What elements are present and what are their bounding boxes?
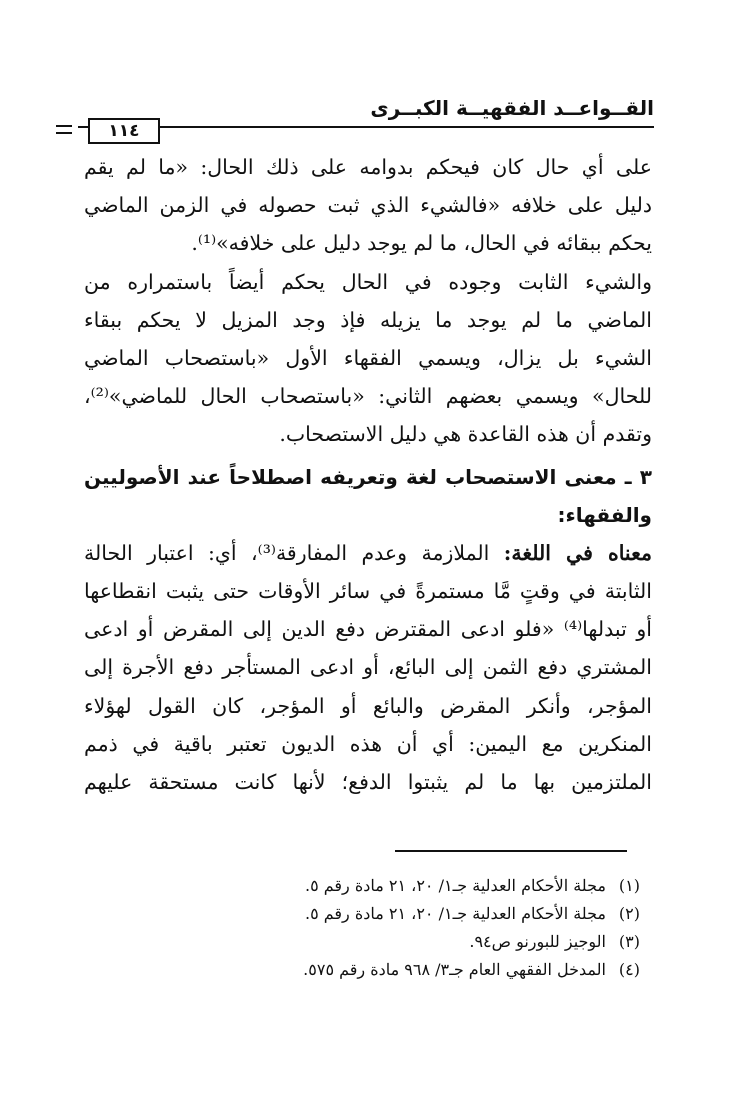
footnote xyxy=(200,928,640,956)
footnote-marker: (٢) xyxy=(618,904,640,923)
footnotes xyxy=(200,872,640,984)
text-line: الملتزمين بها ما لم يثبتوا الدفع؛ لأنها كانت مستحقة عليهم xyxy=(84,770,652,794)
footnote xyxy=(200,900,640,928)
definition-line xyxy=(84,534,652,572)
header-rule xyxy=(78,126,654,128)
section-heading: ٣ ـ معنى الاستصحاب لغة وتعريفه اصطلاحاً عند الأصوليين xyxy=(84,464,652,489)
footnote-marker: (٤) xyxy=(618,960,640,979)
main-text xyxy=(84,148,652,794)
runin-text: الملازمة وعدم المفارقة⁽³⁾، أي: اعتبار الحالة xyxy=(84,540,504,565)
footnote xyxy=(200,872,640,900)
text-line: المؤجر، وأنكر المقرض والبائع أو المؤجر، كان القول لهؤلاء xyxy=(84,693,652,718)
footnote-text: مجلة الأحكام العدلية جـ١/ ٢٠، ٢١ مادة رقم ٥. xyxy=(304,876,606,895)
section-heading-continued: والفقهاء: xyxy=(557,502,652,527)
text-line: الشيء بل يزال، ويسمي الفقهاء الأول «باستصحاب الماضي xyxy=(84,345,652,370)
running-title: القــواعــد الفقهيــة الكبــرى xyxy=(370,96,654,120)
text-line: للحال» ويسمي بعضهم الثاني: «باستصحاب الحال للماضي»⁽²⁾، xyxy=(84,384,652,409)
footnote-marker: (٣) xyxy=(618,932,640,951)
footnote-separator xyxy=(395,850,627,852)
header-ornament-line xyxy=(56,125,72,127)
text-line: المنكرين مع اليمين: أي أن هذه الديون تعتبر باقية في ذمم xyxy=(84,731,652,756)
text-line: على أي حال كان فيحكم بدوامه على ذلك الحال: «ما لم يقم xyxy=(84,155,652,179)
header-ornament-line xyxy=(56,132,72,134)
text-line: يحكم ببقائه في الحال، ما لم يوجد دليل على خلافه»⁽¹⁾. xyxy=(191,231,652,256)
text-line: الماضي ما لم يوجد ما يزيله فإذ وجد المزيل لا يحكم ببقاء xyxy=(84,307,652,332)
runin-label: معناه في اللغة: xyxy=(503,540,652,565)
footnote-text: المدخل الفقهي العام جـ٣/ ٩٦٨ مادة رقم ٥٧٥. xyxy=(303,960,606,979)
text-line: المشتري دفع الثمن إلى البائع، أو ادعى المستأجر دفع الأجرة إلى xyxy=(84,655,652,680)
footnote xyxy=(200,956,640,984)
text-line: وتقدم أن هذه القاعدة هي دليل الاستصحاب. xyxy=(279,422,652,447)
text-line: والشيء الثابت وجوده في الحال يحكم أيضاً باستمراره من xyxy=(84,269,652,294)
text-line: دليل على خلافه «فالشيء الذي ثبت حصوله في الزمن الماضي xyxy=(84,193,652,218)
footnote-text: مجلة الأحكام العدلية جـ١/ ٢٠، ٢١ مادة رقم ٥. xyxy=(304,904,606,923)
footnote-marker: (١) xyxy=(618,876,640,895)
page-number: ١١٤ xyxy=(88,118,160,144)
text-line: الثابتة في وقتٍ مَّا مستمرةً في سائر الأوقات حتى يثبت انقطاعها xyxy=(84,579,652,604)
footnote-text: الوجيز للبورنو ص٩٤. xyxy=(469,932,606,951)
text-line: أو تبدلها⁽⁴⁾ «فلو ادعى المقترض دفع الدين إلى المقرض أو ادعى xyxy=(84,617,652,642)
